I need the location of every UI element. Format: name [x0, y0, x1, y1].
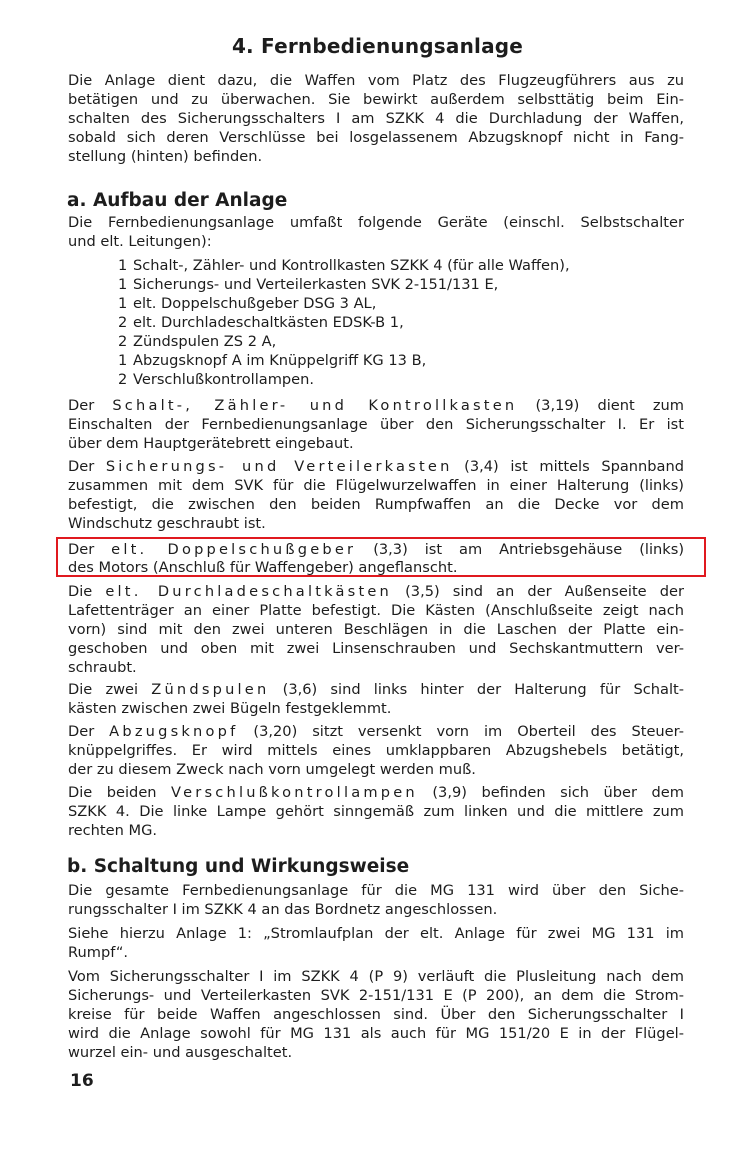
paragraph-line: des Motors (Anschluß für Waffengeber) angeflanscht.	[68, 559, 458, 576]
list-item-count: 1	[118, 257, 128, 274]
text-run: (3,19) dient zum	[517, 397, 684, 414]
intro-line: Die Anlage dient dazu, die Waffen vom Platz des Flugzeugführers aus zu	[68, 72, 684, 89]
list-item-count: 1	[118, 295, 128, 312]
paragraph-line: geschoben und oben mit zwei Linsenschrauben und Sechskantmuttern ver-	[68, 640, 684, 657]
text-run: (3,6) sind links hinter der Halterung für Schalt-	[269, 681, 684, 698]
spaced-term: elt. Durchladeschaltkästen	[105, 583, 393, 600]
text-run: Der	[68, 458, 106, 475]
paragraph-line: rungsschalter I im SZKK 4 an das Bordnetz angeschlossen.	[68, 901, 498, 918]
paragraph-line: Siehe hierzu Anlage 1: „Stromlaufplan der elt. Anlage für zwei MG 131 im	[68, 925, 684, 942]
text-run: (3,3) ist am Antriebsgehäuse (links)	[356, 541, 685, 558]
paragraph-line: Rumpf“.	[68, 944, 129, 961]
paragraph-line: Die gesamte Fernbedienungsanlage für die MG 131 wird über den Siche-	[68, 882, 684, 899]
paragraph-edsk-first-line	[68, 582, 684, 601]
spaced-term: Zündspulen	[151, 681, 270, 698]
paragraph-line: schraubt.	[68, 659, 137, 676]
list-item-text: Abzugsknopf A im Knüppelgriff KG 13 B,	[133, 352, 427, 369]
paragraph-line: wurzel ein- und ausgeschaltet.	[68, 1044, 293, 1061]
paragraph-svk-first-line	[68, 457, 684, 476]
paragraph-line: SZKK 4. Die linke Lampe gehört sinngemäß zum linken und die mittlere zum	[68, 803, 684, 820]
intro-line: betätigen und zu überwachen. Sie bewirkt außerdem selbsttätig beim Ein-	[68, 91, 684, 108]
list-item-count: 2	[118, 333, 128, 350]
section-a-lead: Die Fernbedienungsanlage umfaßt folgende Geräte (einschl. Selbstschalter	[68, 214, 684, 231]
list-item	[118, 333, 276, 350]
paragraph-line: Windschutz geschraubt ist.	[68, 515, 266, 532]
spaced-term: elt. Doppelschußgeber	[111, 541, 357, 558]
list-item-count: 2	[118, 371, 128, 388]
list-item-count: 2	[118, 314, 128, 331]
list-item	[118, 352, 426, 369]
page-title: 4. Fernbedienungsanlage	[231, 34, 524, 58]
section-a-lead: und elt. Leitungen):	[68, 233, 212, 250]
text-run: (3,4) ist mittels Spannband	[452, 458, 685, 475]
section-b-heading: b. Schaltung und Wirkungsweise	[67, 856, 410, 877]
paragraph-line: knüppelgriffes. Er wird mittels eines umklappbaren Abzugshebels betätigt,	[68, 742, 684, 759]
spaced-term: Sicherungs- und Verteilerkasten	[105, 458, 453, 475]
text-run: Der	[68, 541, 112, 558]
list-item	[118, 295, 376, 312]
paragraph-line: über dem Hauptgerätebrett eingebaut.	[68, 435, 354, 452]
spaced-term: Abzugsknopf	[109, 723, 239, 740]
spaced-term: Verschlußkontrollampen	[171, 784, 418, 801]
list-item	[118, 257, 570, 274]
section-a-heading: a. Aufbau der Anlage	[67, 190, 288, 211]
paragraph-ak-first-line	[68, 722, 684, 741]
page-number: 16	[70, 1071, 94, 1091]
text-run: (3,9) befinden sich über dem	[417, 784, 684, 801]
intro-line: sobald sich deren Verschlüsse bei losgelassenem Abzugsknopf nicht in Fang-	[68, 129, 684, 146]
paragraph-zs-first-line	[68, 680, 684, 699]
paragraph-line: Einschalten der Fernbedienungsanlage über den Sicherungsschalter I. Er ist	[68, 416, 684, 433]
list-item-text: Verschlußkontrollampen.	[133, 371, 315, 388]
paragraph-line: befestigt, die zwischen den beiden Rumpfwaffen an die Decke vor dem	[68, 496, 684, 513]
paragraph-szkk-first-line	[68, 396, 684, 415]
text-run: Die beiden	[68, 784, 172, 801]
text-run: (3,5) sind an der Außenseite der	[392, 583, 684, 600]
intro-line: stellung (hinten) befinden.	[68, 148, 263, 165]
paragraph-line: wird die Anlage sowohl für MG 131 als auch für MG 151/20 E in der Flügel-	[68, 1025, 684, 1042]
list-item-text: elt. Doppelschußgeber DSG 3 AL,	[133, 295, 377, 312]
paragraph-line: Sicherungs- und Verteilerkasten SVK 2-151/131 E (P 200), an dem die Strom-	[68, 987, 684, 1004]
text-run: Der	[68, 397, 113, 414]
paragraph-line: vorn) sind mit den zwei unteren Beschlägen in die Laschen der Platte ein-	[68, 621, 684, 638]
list-item	[118, 276, 498, 293]
paragraph-line: kreise für beide Waffen angeschlossen sind. Über den Sicherungsschalter I	[68, 1006, 684, 1023]
text-run: Die	[68, 583, 106, 600]
list-item	[118, 371, 314, 388]
text-run: (3,20) sitzt versenkt vorn im Oberteil des Steuer-	[238, 723, 684, 740]
paragraph-line: zusammen mit dem SVK für die Flügelwurzelwaffen in einer Halterung (links)	[68, 477, 684, 494]
list-item-count: 1	[118, 352, 128, 369]
paragraph-line: der zu diesem Zweck nach vorn umgelegt werden muß.	[68, 761, 476, 778]
intro-line: schalten des Sicherungsschalters I am SZKK 4 die Durchladung der Waffen,	[68, 110, 684, 127]
list-item-text: Schalt-, Zähler- und Kontrollkasten SZKK 4 (für alle Waffen),	[133, 257, 570, 274]
paragraph-line: kästen zwischen zwei Bügeln festgeklemmt.	[68, 700, 392, 717]
text-run: Die zwei	[68, 681, 152, 698]
list-item-text: elt. Durchladeschaltkästen EDSK-B 1,	[133, 314, 404, 331]
list-item	[118, 314, 404, 331]
highlight-box	[56, 537, 706, 577]
list-item-count: 1	[118, 276, 128, 293]
paragraph-line: Lafettenträger an einer Platte befestigt. Die Kästen (Anschlußseite zeigt nach	[68, 602, 684, 619]
paragraph-vkl-first-line	[68, 783, 684, 802]
list-item-text: Zündspulen ZS 2 A,	[133, 333, 277, 350]
text-run: Der	[68, 723, 110, 740]
list-item-text: Sicherungs- und Verteilerkasten SVK 2-151/131 E,	[133, 276, 499, 293]
paragraph-line: Vom Sicherungsschalter I im SZKK 4 (P 9) verläuft die Plusleitung nach dem	[68, 968, 684, 985]
spaced-term: Schalt-, Zähler- und Kontrollkasten	[112, 397, 518, 414]
paragraph-line: rechten MG.	[68, 822, 158, 839]
